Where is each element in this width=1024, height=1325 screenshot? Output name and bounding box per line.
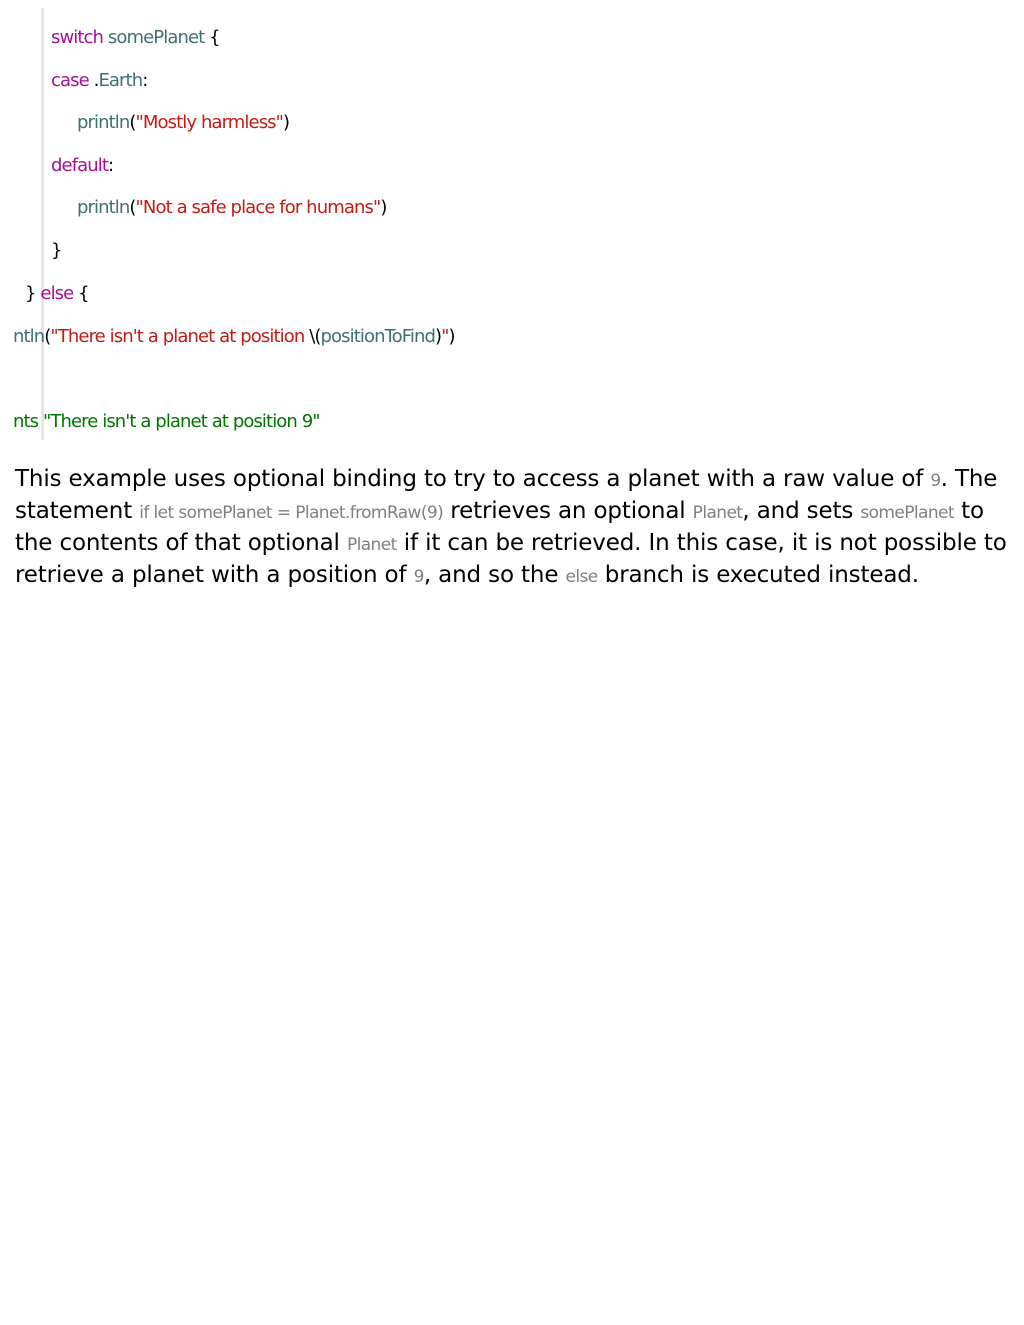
code-line-default [51,154,113,178]
code-identifier: somePlanet [107,27,205,48]
code-punct: ) [283,112,290,133]
code-punct: : [108,155,114,176]
code-punct: ) [435,326,442,347]
code-gutter-bar [41,8,44,440]
code-string: "There isn't a planet at position [50,326,310,347]
code-punct: . [93,70,99,91]
code-function: ntln [13,326,45,347]
code-keyword: switch [51,27,104,48]
code-identifier: positionToFind [320,326,436,347]
inline-code: somePlanet [860,503,954,523]
inline-code: else [565,567,598,587]
code-string: "Not a safe place for humans" [135,197,381,218]
code-punct: } [25,283,36,304]
code-function: println [77,197,130,218]
code-punct: \( [309,326,321,347]
inline-code: 9 [930,471,941,491]
code-line-println-harmless [77,111,289,135]
code-line-switch [51,26,220,50]
inline-code: 9 [413,567,424,587]
code-punct: ) [448,326,455,347]
code-punct: { [209,27,220,48]
prose-text: to the contents of that optional [15,498,984,556]
code-keyword: else [40,283,74,304]
code-punct: { [78,283,89,304]
code-punct: ( [129,112,136,133]
code-line-println-no-planet [13,325,455,349]
code-keyword: case [51,70,89,91]
prose-text: This example uses optional binding to try to access a planet with a raw value of [15,466,931,492]
code-string: "Mostly harmless" [135,112,284,133]
code-line-comment [13,410,320,434]
inline-code: Planet [692,503,743,523]
code-line-println-unsafe [77,196,386,220]
code-line-else [25,282,89,306]
code-punct: : [142,70,148,91]
code-punct: } [51,240,62,261]
code-comment: nts "There isn't a planet at position 9" [13,411,320,432]
explanation-paragraph [15,464,1015,592]
prose-text: if it can be retrieved. In this case, it is not possible to retrieve a planet with a position of [15,530,1007,588]
prose-text: . The statement [15,466,998,524]
code-block [0,8,1024,440]
code-punct: ( [44,326,51,347]
prose-text: , and so the [423,562,566,588]
code-line-case [51,69,147,93]
inline-code: if let somePlanet = Planet.fromRaw(9) [139,503,444,523]
prose-text: retrieves an optional [443,498,693,524]
code-string: " [441,326,449,347]
code-punct: ) [380,197,387,218]
inline-code: Planet [346,535,397,555]
prose-text: , and sets [742,498,861,524]
code-identifier: Earth [98,70,143,91]
code-punct: ( [129,197,136,218]
prose-text: branch is executed instead. [597,562,919,588]
code-line-close-switch [51,239,62,263]
code-function: println [77,112,130,133]
code-keyword: default [51,155,109,176]
